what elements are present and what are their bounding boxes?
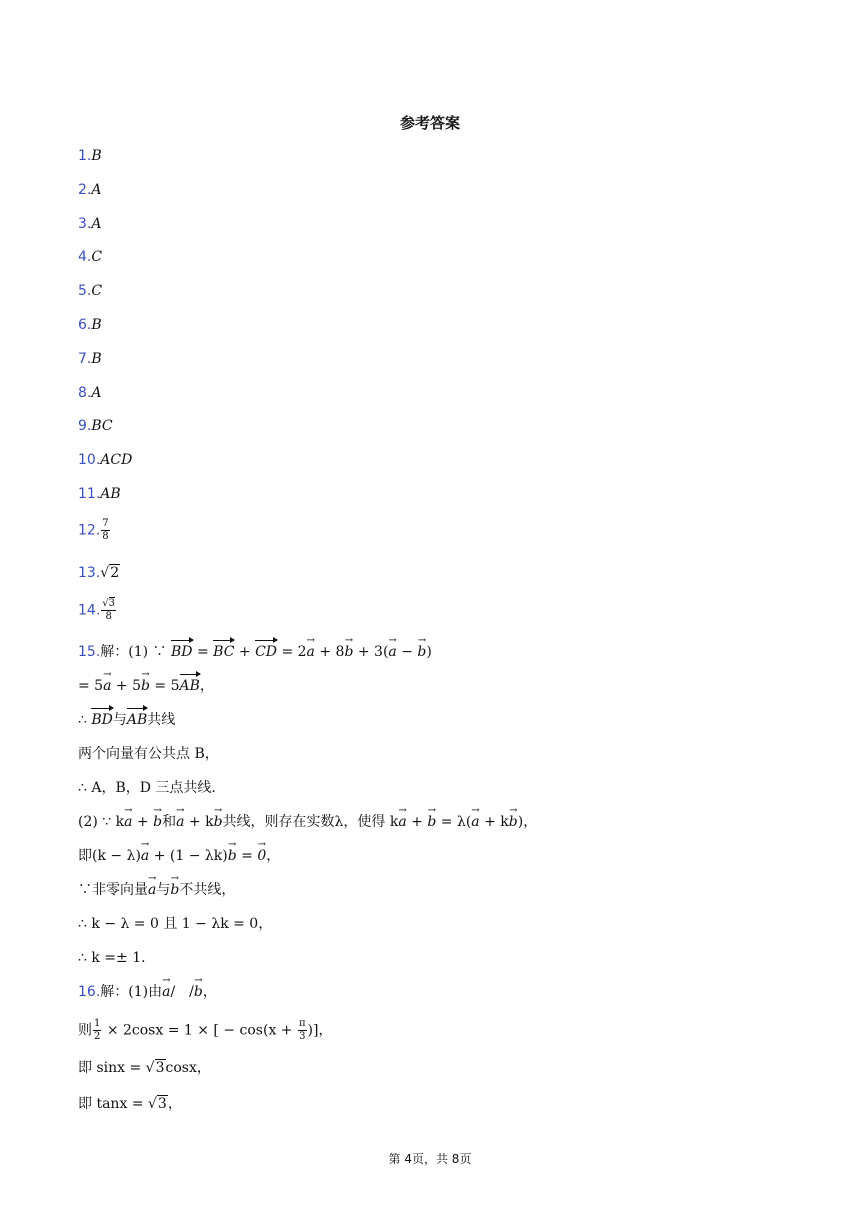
answer-choice: B — [91, 350, 102, 367]
q15-line-9: ∴ k − λ = 0 且 1 − λk = 0， — [78, 916, 273, 932]
answer-number: 9. — [78, 418, 92, 435]
answer-number: 1. — [78, 148, 92, 164]
answer-choice: A — [91, 181, 102, 198]
answer-number: 8. — [78, 384, 92, 401]
answer-number: 12. — [78, 522, 101, 539]
answer-choice: C — [91, 283, 103, 300]
fraction: $\frac{√3}{8}$ — [102, 598, 116, 622]
answer-number: 4. — [78, 249, 92, 266]
answer-item — [78, 180, 101, 200]
answer-12 — [78, 518, 111, 543]
answer-item — [78, 146, 102, 166]
q15-line-3: ∴ BD与AB共线 — [78, 712, 176, 728]
answer-14 — [78, 598, 117, 623]
answer-number: 7. — [78, 350, 92, 367]
answer-13 — [78, 563, 120, 583]
answer-number: 15. — [78, 644, 101, 660]
answer-number: 16. — [78, 984, 101, 1000]
sqrt: √2 — [100, 565, 120, 581]
answer-choice: AB — [100, 486, 121, 502]
answer-number: 5. — [78, 283, 92, 300]
fraction: $\frac{1}{2}$ — [94, 1018, 101, 1042]
answer-number: 11. — [78, 486, 101, 502]
answer-choice: A — [91, 215, 102, 232]
answer-choice: BC — [91, 418, 113, 435]
answer-item — [78, 247, 102, 267]
answer-choice: B — [91, 317, 102, 333]
q15-line-4: 两个向量有公共点 B， — [78, 746, 219, 762]
answer-number: 6. — [78, 317, 92, 333]
answer-choice: C — [91, 249, 103, 266]
q16-line-4: 即 tanx = √3， — [78, 1096, 182, 1112]
answer-number: 13. — [78, 565, 101, 581]
answer-choice: ACD — [100, 452, 133, 469]
answer-item — [78, 383, 101, 403]
answer-item — [78, 214, 101, 234]
answer-number: 14. — [78, 602, 101, 619]
q15-line-10: ∴ k =± 1． — [78, 950, 156, 966]
fraction: $\frac{7}{8}$ — [102, 518, 109, 542]
answer-item — [78, 450, 132, 470]
q15-line-5: ∴ A，B，D 三点共线． — [78, 780, 226, 796]
answer-item — [78, 281, 102, 301]
q15-line-1: 15.解：(1) ∵ BD = BC + CD = 2→ a + 8→ b + 3(→ a − → b) — [78, 642, 432, 662]
answer-number: 10. — [78, 452, 101, 469]
answer-number: 3. — [78, 215, 92, 232]
answer-item — [78, 416, 113, 436]
q16-line-3: 即 sinx = √3cosx， — [78, 1060, 211, 1076]
page-title: 参考答案 — [399, 114, 460, 132]
q15-line-7: 即(k − λ)→ a + (1 − λk)→ b = → 0， — [78, 846, 280, 866]
answer-item — [78, 349, 102, 369]
answer-item — [78, 315, 102, 335]
answer-choice: A — [91, 384, 102, 401]
fraction: $\frac{\pi}{3}$ — [298, 1018, 306, 1042]
q16-line-1: 16.解：(1)由→ a/ /→ b， — [78, 982, 217, 1002]
q15-line-8: ∵非零向量→ a与→ b不共线， — [78, 880, 235, 900]
q15-line-2: = 5→ a + 5→ b = 5AB， — [78, 676, 214, 696]
q16-line-2: 则 $\frac{1}{2}$ × 2cosx = 1 × [ − cos(x + $\frac{\pi}{3}$ )]， — [78, 1018, 333, 1042]
answer-choice: B — [91, 148, 102, 164]
page-footer: 第 4页，共 8页 — [388, 1152, 472, 1166]
q15-line-6: (2) ∵ k→ a + → b和→ a + k→ b共线，则存在实数λ，使得 k→ a + → b = λ(→ a + k→ b)， — [78, 812, 537, 832]
answer-number: 2. — [78, 181, 92, 198]
answer-item — [78, 484, 121, 504]
